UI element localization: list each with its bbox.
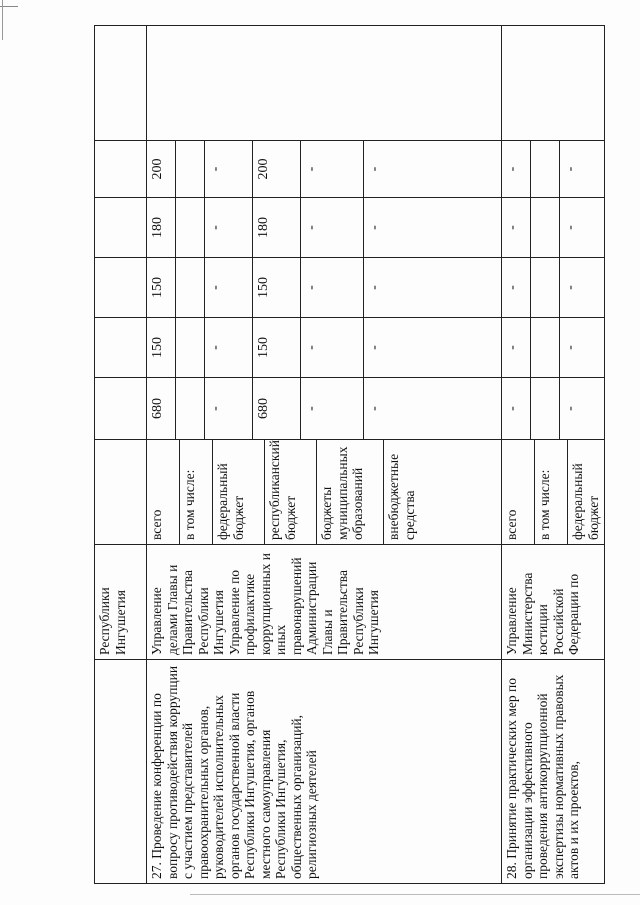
- year-cell: [147, 258, 502, 318]
- amount: [531, 378, 534, 439]
- funding-source-cell: [502, 440, 605, 545]
- total-cell: [147, 378, 502, 440]
- year-cell: [502, 198, 605, 258]
- table-cell: [95, 378, 147, 440]
- scan-edge-mark: [190, 894, 640, 895]
- amount: -: [208, 166, 223, 172]
- year-cell: [502, 141, 605, 198]
- amount: 180: [150, 217, 165, 238]
- amount: -: [367, 225, 382, 230]
- amount: -: [304, 345, 319, 350]
- year-cell: [147, 198, 502, 258]
- table-row: [502, 26, 605, 884]
- amount: 150: [150, 277, 165, 298]
- executor-cell: [502, 545, 605, 660]
- table-cell: [502, 26, 605, 141]
- amount: [531, 141, 534, 197]
- table-cell: [147, 26, 502, 141]
- amount: [531, 198, 534, 257]
- amount: 150: [256, 277, 271, 298]
- amount: 680: [256, 398, 271, 419]
- funding-source-cell: [147, 440, 502, 545]
- amount: -: [505, 166, 520, 172]
- funding-source: в том числе:: [179, 440, 212, 544]
- funding-source: республиканский бюджет: [264, 440, 316, 544]
- amount: [176, 378, 179, 439]
- executor-text: Управление делами Главы и Правительства Республики Ингушетия Управление по профилактике коррупционных и иных правонарушений Администрации Главы и Правительства Республики Ингушетия: [149, 553, 381, 655]
- year-cell: [502, 318, 605, 378]
- amount: -: [304, 166, 319, 172]
- amount: 150: [150, 337, 165, 358]
- rotated-document-page: [94, 26, 604, 884]
- executor-cell: Республики Ингушетия: [97, 587, 128, 655]
- amount: -: [563, 406, 578, 411]
- amount: [531, 258, 534, 317]
- funding-source: всего: [504, 509, 519, 540]
- amount: -: [208, 225, 223, 230]
- amount: -: [367, 406, 382, 411]
- total-cell: [502, 378, 605, 440]
- table-cell: [95, 198, 147, 258]
- amount: 180: [256, 217, 271, 238]
- funding-source: в том числе:: [534, 440, 567, 544]
- table-row: [95, 26, 147, 884]
- amount: 200: [150, 158, 165, 180]
- measure-name: 28. Принятие практических мер по организации эффективного проведения антикоррупционной экспертизы нормативных правовых актов и их проектов,: [504, 674, 581, 879]
- amount: -: [505, 406, 520, 411]
- amount: 200: [256, 158, 271, 180]
- table-cell: [95, 318, 147, 378]
- amount: -: [563, 285, 578, 290]
- table-cell: [95, 258, 147, 318]
- amount: -: [367, 166, 382, 172]
- measure-name-cell: [147, 660, 502, 884]
- amount: -: [563, 345, 578, 350]
- amount: -: [505, 345, 520, 350]
- amount: -: [563, 225, 578, 230]
- measures-funding-table: [94, 25, 605, 884]
- amount: -: [304, 285, 319, 290]
- table-cell: [95, 545, 147, 660]
- amount: -: [367, 345, 382, 350]
- executor-cell: [147, 545, 502, 660]
- funding-source: внебюджетные средства: [383, 440, 501, 544]
- amount: -: [304, 225, 319, 230]
- amount: -: [208, 345, 223, 350]
- amount: 150: [256, 337, 271, 358]
- amount: [531, 318, 534, 377]
- amount: -: [505, 225, 520, 230]
- table-cell: [95, 660, 147, 884]
- amount: -: [563, 166, 578, 172]
- table-cell: [95, 141, 147, 198]
- amount: -: [367, 285, 382, 290]
- amount: [176, 141, 179, 197]
- amount: -: [505, 285, 520, 290]
- funding-source: всего: [149, 509, 164, 540]
- amount: [176, 198, 179, 257]
- funding-source: бюджеты муниципальных образований: [316, 440, 383, 544]
- amount: -: [208, 285, 223, 290]
- year-cell: [147, 141, 502, 198]
- amount: [176, 258, 179, 317]
- measure-name: 27. Проведение конференции по вопросу противодействия коррупции с участием представителей правоохранительных органов, руководителей исполнительных органов государственной власти Республики Ингушетия, органов местного самоуправления Республики Ингушетия, общественных организаций, религиозных деятелей: [149, 665, 319, 879]
- funding-source: федеральный бюджет: [212, 440, 264, 544]
- executor-text: Управление Министерства юстиции Российской Федерации по: [504, 572, 581, 655]
- amount: -: [208, 406, 223, 411]
- year-cell: [147, 318, 502, 378]
- amount: [176, 318, 179, 377]
- table-cell: [95, 26, 147, 141]
- measure-name-cell: [502, 660, 605, 884]
- scan-edge-mark: [2, 0, 3, 40]
- amount: -: [304, 406, 319, 411]
- amount: 680: [150, 398, 165, 419]
- funding-source: федеральный бюджет: [567, 440, 604, 544]
- table-row: [147, 26, 502, 884]
- year-cell: [502, 258, 605, 318]
- table-cell: [95, 440, 147, 545]
